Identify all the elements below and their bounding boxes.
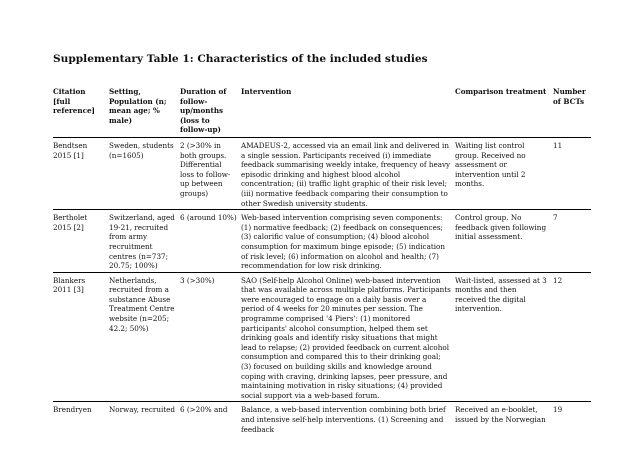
cell-bcts: 11 <box>553 137 591 209</box>
col-header-duration: Duration of follow-up/months (loss to follow-up) <box>180 87 241 137</box>
cell-intervention: Balance, a web-based intervention combining both brief and intensive self-help interventions. (1) Screening and feedback <box>241 405 446 434</box>
cell-citation: Brendryen <box>53 405 92 415</box>
col-header-citation: Citation [full reference] <box>53 87 109 137</box>
table-header-row <box>53 87 591 137</box>
cell-bcts: 19 <box>553 405 563 415</box>
cell-citation: Bertholet 2015 [2] <box>53 210 109 273</box>
cell-setting: Sweden, students (n=1605) <box>109 137 180 209</box>
cell-setting: Netherlands, recruited from a substance Abuse Treatment Centre website (n=205; 42.2; 50%) <box>109 272 180 402</box>
cell-comparison: Waiting list control group. Received no assessment or intervention until 2 months. <box>455 137 553 209</box>
cell-setting: Norway, recruited <box>109 405 175 415</box>
cell-citation: Blankers 2011 [3] <box>53 272 109 402</box>
cell-bcts: 7 <box>553 210 591 273</box>
col-header-comparison: Comparison treatment <box>455 87 553 137</box>
cell-intervention: AMADEUS-2, accessed via an email link and delivered in a single session. Participants received (i) immediate feedback summarising weekly intake, frequency of heavy episodic drinking and highest blood alcohol concentration; (ii) traffic light graphic of their risk level; (iii) normative feedback comparing their consumption to other Swedish university students. <box>241 137 455 209</box>
cell-duration: 6 (around 10%) <box>180 210 241 273</box>
cell-intervention: Web-based intervention comprising seven components: (1) normative feedback; (2) feedback on consequences; (3) calorific value of consumption; (4) blood alcohol consumption for maximum binge episode; (5) indication of risk level; (6) information on alcohol and health; (7) recommendation for low risk drinking. <box>241 210 455 273</box>
cell-comparison: Control group. No feedback given following initial assessment. <box>455 210 553 273</box>
cell-citation: Bendtsen 2015 [1] <box>53 137 109 209</box>
page-title: Supplementary Table 1: Characteristics of the included studies <box>53 53 428 65</box>
table-row <box>53 402 591 435</box>
table-row <box>53 272 591 402</box>
cell-intervention: SAO (Self-help Alcohol Online) web-based intervention that was available across multiple platforms. Participants were encouraged to engage on a daily basis over a period of 4 weeks for 20 minutes per session. The programme comprised '4 Piers': (1) monitored participants' alcohol consumption, helped them set drinking goals and identify risky situations that might lead to relapse; (2) provided feedback on current alcohol consumption and compared this to their drinking goal; (3) focused on building skills and knowledge around coping with craving, drinking lapses, peer pressure, and maintaining motivation in risky situations; (4) provided social support via a web-based forum. <box>241 272 455 402</box>
studies-table <box>53 87 591 435</box>
table-row <box>53 137 591 209</box>
cell-bcts: 12 <box>553 272 591 402</box>
col-header-intervention: Intervention <box>241 87 455 137</box>
cell-comparison: Wait-listed, assessed at 3 months and then received the digital intervention. <box>455 272 553 402</box>
col-header-setting: Setting, Population (n; mean age; % male) <box>109 87 180 137</box>
col-header-bcts: Number of BCTs <box>553 87 591 137</box>
cell-duration: 6 (>20% and <box>180 405 228 415</box>
cell-duration: 3 (>30%) <box>180 272 241 402</box>
cell-comparison: Received an e-booklet, issued by the Norwegian <box>455 405 546 424</box>
table-row <box>53 210 591 273</box>
cell-duration: 2 (>30% in both groups. Differential loss to follow-up between groups) <box>180 137 241 209</box>
cell-setting: Switzerland, aged 19-21, recruited from army recruitment centres (n=737; 20.75; 100%) <box>109 210 180 273</box>
